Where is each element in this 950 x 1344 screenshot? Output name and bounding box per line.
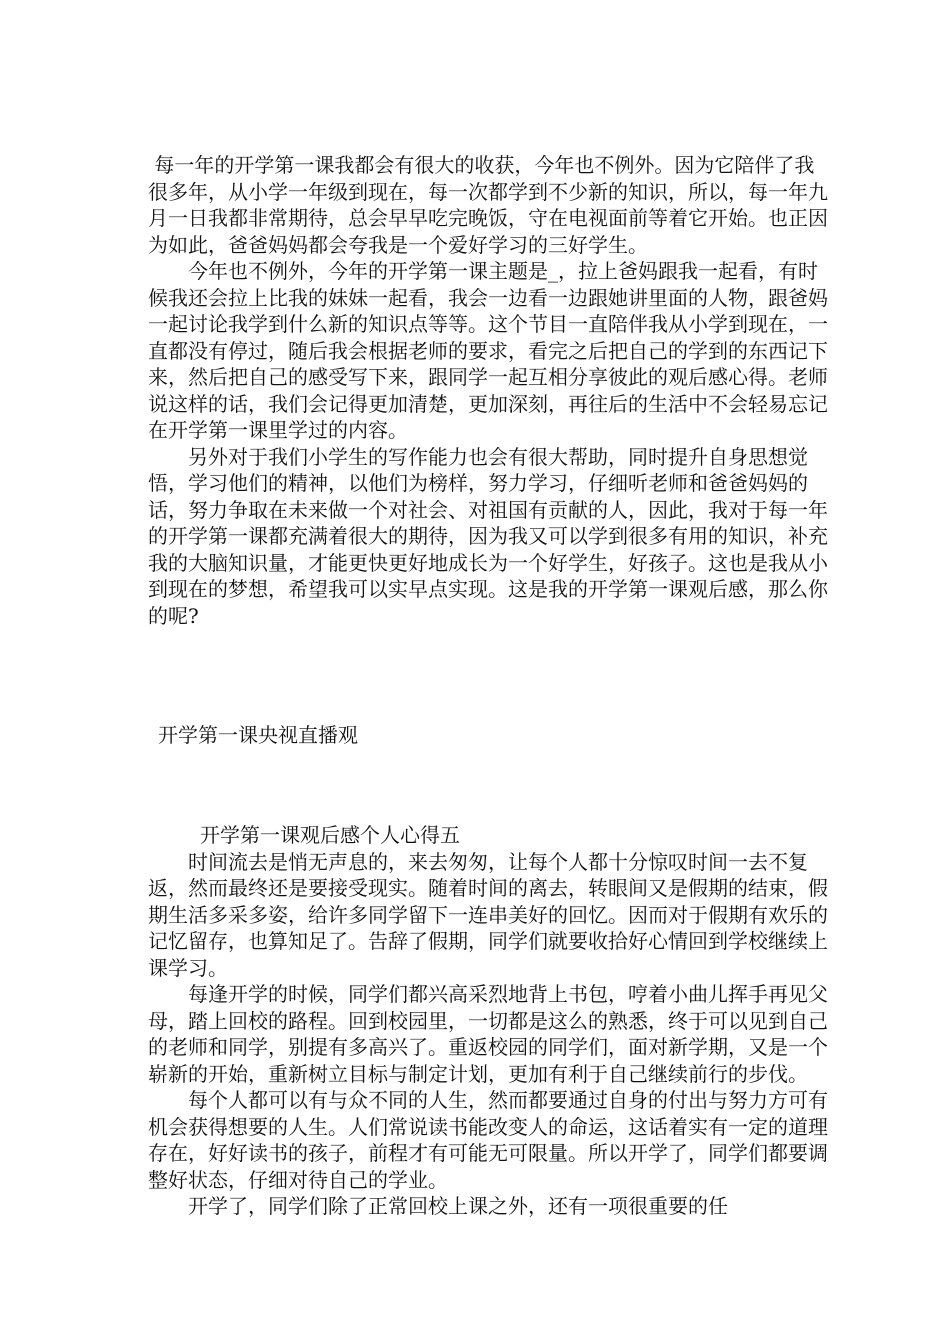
section-heading: 开学第一课央视直播观 — [158, 723, 358, 747]
paragraph: 另外对于我们小学生的写作能力也会有很大帮助，同时提升自身思想觉悟，学习他们的精神，以他们为榜样，努力学习，仔细听老师和爸爸妈妈的话，努力争取在未来做一个对社会、对祖国有贡献的人，因此，我对于每一年的开学第一课都充满着很大的期待，因为我又可以学到很多有用的知识，补充我的大脑知识量，才能更快更好地成长为一个好学生，好孩子。这也是我从小到现在的梦想，希望我可以实早点实现。这是我的开学第一课观后感，那么你的呢? — [148, 444, 828, 628]
paragraph: 每一年的开学第一课我都会有很大的收获，今年也不例外。因为它陪伴了我很多年，从小学一年级到现在，每一次都学到不少新的知识，所以，每一年九月一日我都非常期待，总会早早吃完晚饭，守在电视面前等着它开始。也正因为如此，爸爸妈妈都会夸我是一个爱好学习的三好学生。 — [148, 153, 828, 257]
essay-subtitle: 开学第一课观后感个人心得五 — [200, 823, 460, 847]
essay-section-one — [148, 152, 828, 629]
essay-section-two — [148, 822, 828, 1220]
paragraph: 每逢开学的时候，同学们都兴高采烈地背上书包，哼着小曲儿挥手再见父母，踏上回校的路程。回到校园里，一切都是这么的熟悉，终于可以见到自己的老师和同学，别提有多高兴了。重返校园的同学们，面对新学期，又是一个崭新的开始，重新树立目标与制定计划，更加有利于自己继续前行的步伐。 — [148, 982, 828, 1086]
paragraph: 今年也不例外，今年的开学第一课主题是_，拉上爸妈跟我一起看，有时候我还会拉上比我的妹妹一起看，我会一边看一边跟她讲里面的人物，跟爸妈一起讨论我学到什么新的知识点等等。这个节目一直陪伴我从小学到现在，一直都没有停过，随后我会根据老师的要求，看完之后把自己的学到的东西记下来，然后把自己的感受写下来，跟同学一起互相分享彼此的观后感心得。老师说这样的话，我们会记得更加清楚，更加深刻，再往后的生活中不会轻易忘记在开学第一课里学过的内容。 — [148, 259, 828, 442]
paragraph: 开学了，同学们除了正常回校上课之外，还有一项很重要的任 — [188, 1194, 728, 1218]
paragraph: 时间流去是悄无声息的，来去匆匆，让每个人都十分惊叹时间一去不复返，然而最终还是要接受现实。随着时间的离去，转眼间又是假期的结束，假期生活多采多姿，给许多同学留下一连串美好的回忆。因而对于假期有欢乐的记忆留存，也算知足了。告辞了假期，同学们就要收拾好心情回到学校继续上课学习。 — [148, 849, 828, 980]
paragraph: 每个人都可以有与众不同的人生，然而都要通过自身的付出与努力方可有机会获得想要的人生。人们常说读书能改变人的命运，这话着实有一定的道理存在，好好读书的孩子，前程才有可能无可限量。所以开学了，同学们都要调整好状态，仔细对待自己的学业。 — [148, 1088, 828, 1192]
